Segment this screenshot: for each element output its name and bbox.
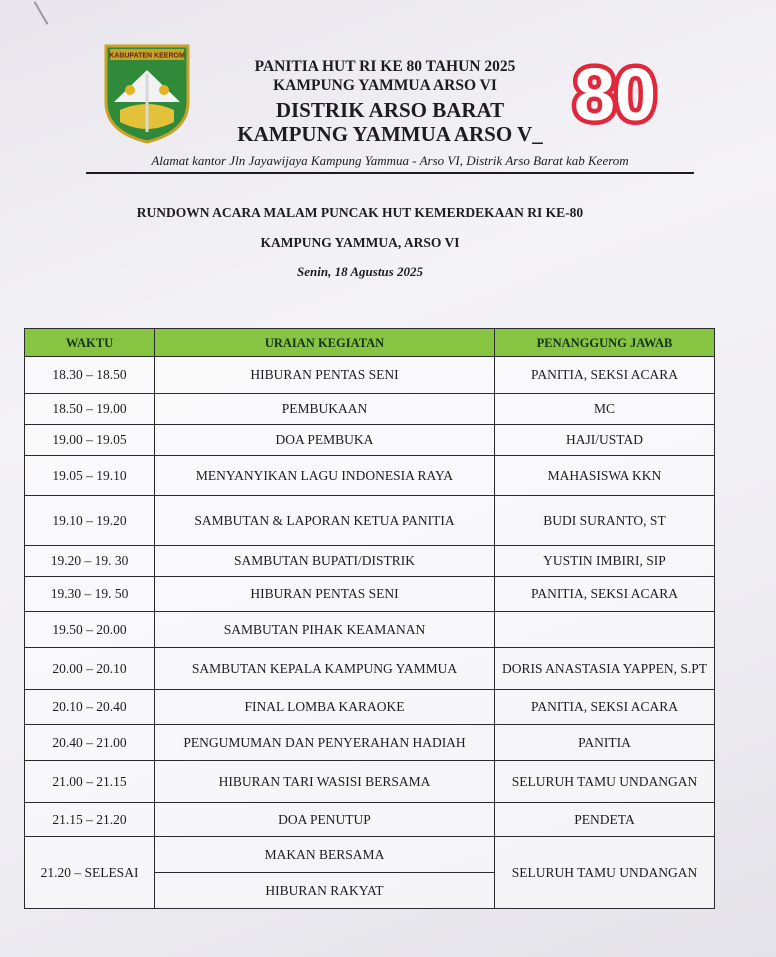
activity-cell: PEMBUKAAN xyxy=(155,394,495,425)
activity-cell: DOA PENUTUP xyxy=(155,803,495,837)
village-title: KAMPUNG YAMMUA ARSO VI xyxy=(273,77,497,94)
table-row xyxy=(25,496,715,546)
time-cell: 20.00 – 20.10 xyxy=(25,648,155,690)
time-cell: 18.50 – 19.00 xyxy=(25,394,155,425)
column-header-penanggung-jawab: PENANGGUNG JAWAB xyxy=(495,329,715,357)
table-row xyxy=(25,577,715,612)
time-cell: 19.50 – 20.00 xyxy=(25,612,155,648)
rundown-subtitle: KAMPUNG YAMMUA, ARSO VI xyxy=(260,235,460,250)
table-row xyxy=(25,803,715,837)
table-row xyxy=(25,648,715,690)
activity-cell: FINAL LOMBA KARAOKE xyxy=(155,690,495,725)
event-date: Senin, 18 Agustus 2025 xyxy=(297,264,423,279)
activity-cell: HIBURAN TARI WASISI BERSAMA xyxy=(155,761,495,803)
column-header-waktu: WAKTU xyxy=(25,329,155,357)
office-address: Alamat kantor Jln Jayawijaya Kampung Yammua - Arso VI, Distrik Arso Barat kab Keerom xyxy=(151,153,629,168)
pic-cell xyxy=(495,612,715,648)
column-header-uraian: URAIAN KEGIATAN xyxy=(155,329,495,357)
pic-cell: HAJI/USTAD xyxy=(495,425,715,456)
pic-cell: SELURUH TAMU UNDANGAN xyxy=(495,837,715,909)
table-row xyxy=(25,394,715,425)
activity-cell: PENGUMUMAN DAN PENYERAHAN HADIAH xyxy=(155,725,495,761)
time-cell: 20.40 – 21.00 xyxy=(25,725,155,761)
time-cell: 21.00 – 21.15 xyxy=(25,761,155,803)
hut-ri-80-emblem xyxy=(556,58,674,130)
time-cell: 20.10 – 20.40 xyxy=(25,690,155,725)
table-row xyxy=(25,761,715,803)
activity-cell: HIBURAN RAKYAT xyxy=(155,873,495,909)
table-row xyxy=(25,357,715,394)
activity-cell: MAKAN BERSAMA xyxy=(155,837,495,873)
activity-cell: SAMBUTAN BUPATI/DISTRIK xyxy=(155,546,495,577)
activity-cell: SAMBUTAN PIHAK KEAMANAN xyxy=(155,612,495,648)
svg-text:KABUPATEN KEEROM: KABUPATEN KEEROM xyxy=(109,52,185,60)
pic-cell: PANITIA xyxy=(495,725,715,761)
table-header-row xyxy=(25,329,715,357)
time-cell: 19.05 – 19.10 xyxy=(25,456,155,496)
table-row xyxy=(25,456,715,496)
pic-cell: MAHASISWA KKN xyxy=(495,456,715,496)
paper-crease xyxy=(34,1,49,25)
table-row xyxy=(25,690,715,725)
pic-cell: YUSTIN IMBIRI, SIP xyxy=(495,546,715,577)
pic-cell: MC xyxy=(495,394,715,425)
pic-cell: BUDI SURANTO, ST xyxy=(495,496,715,546)
pic-cell: PANITIA, SEKSI ACARA xyxy=(495,357,715,394)
activity-cell: DOA PEMBUKA xyxy=(155,425,495,456)
pic-cell: PANITIA, SEKSI ACARA xyxy=(495,577,715,612)
time-cell: 19.00 – 19.05 xyxy=(25,425,155,456)
table-row xyxy=(25,425,715,456)
pic-cell: SELURUH TAMU UNDANGAN xyxy=(495,761,715,803)
time-cell: 19.10 – 19.20 xyxy=(25,496,155,546)
keerom-regency-logo xyxy=(100,40,194,144)
activity-cell: HIBURAN PENTAS SENI xyxy=(155,357,495,394)
rundown-table xyxy=(24,328,715,909)
time-cell: 21.20 – SELESAI xyxy=(25,837,155,909)
table-row xyxy=(25,725,715,761)
table-row xyxy=(25,837,715,873)
header-divider xyxy=(86,172,694,174)
table-row xyxy=(25,546,715,577)
time-cell: 18.30 – 18.50 xyxy=(25,357,155,394)
time-cell: 19.30 – 19. 50 xyxy=(25,577,155,612)
pic-cell: PENDETA xyxy=(495,803,715,837)
pic-cell: PANITIA, SEKSI ACARA xyxy=(495,690,715,725)
activity-cell: MENYANYIKAN LAGU INDONESIA RAYA xyxy=(155,456,495,496)
time-cell: 19.20 – 19. 30 xyxy=(25,546,155,577)
activity-cell: HIBURAN PENTAS SENI xyxy=(155,577,495,612)
activity-cell: SAMBUTAN & LAPORAN KETUA PANITIA xyxy=(155,496,495,546)
rundown-title: RUNDOWN ACARA MALAM PUNCAK HUT KEMERDEKAAN RI KE-80 xyxy=(136,205,584,220)
pic-cell: DORIS ANASTASIA YAPPEN, S.PT xyxy=(495,648,715,690)
district-title: DISTRIK ARSO BARAT xyxy=(275,98,505,122)
time-cell: 21.15 – 21.20 xyxy=(25,803,155,837)
committee-title: PANITIA HUT RI KE 80 TAHUN 2025 xyxy=(254,58,516,75)
svg-text:80: 80 xyxy=(573,58,657,130)
table-row xyxy=(25,612,715,648)
activity-cell: SAMBUTAN KEPALA KAMPUNG YAMMUA xyxy=(155,648,495,690)
village-title-large: KAMPUNG YAMMUA ARSO V_ xyxy=(237,122,543,146)
